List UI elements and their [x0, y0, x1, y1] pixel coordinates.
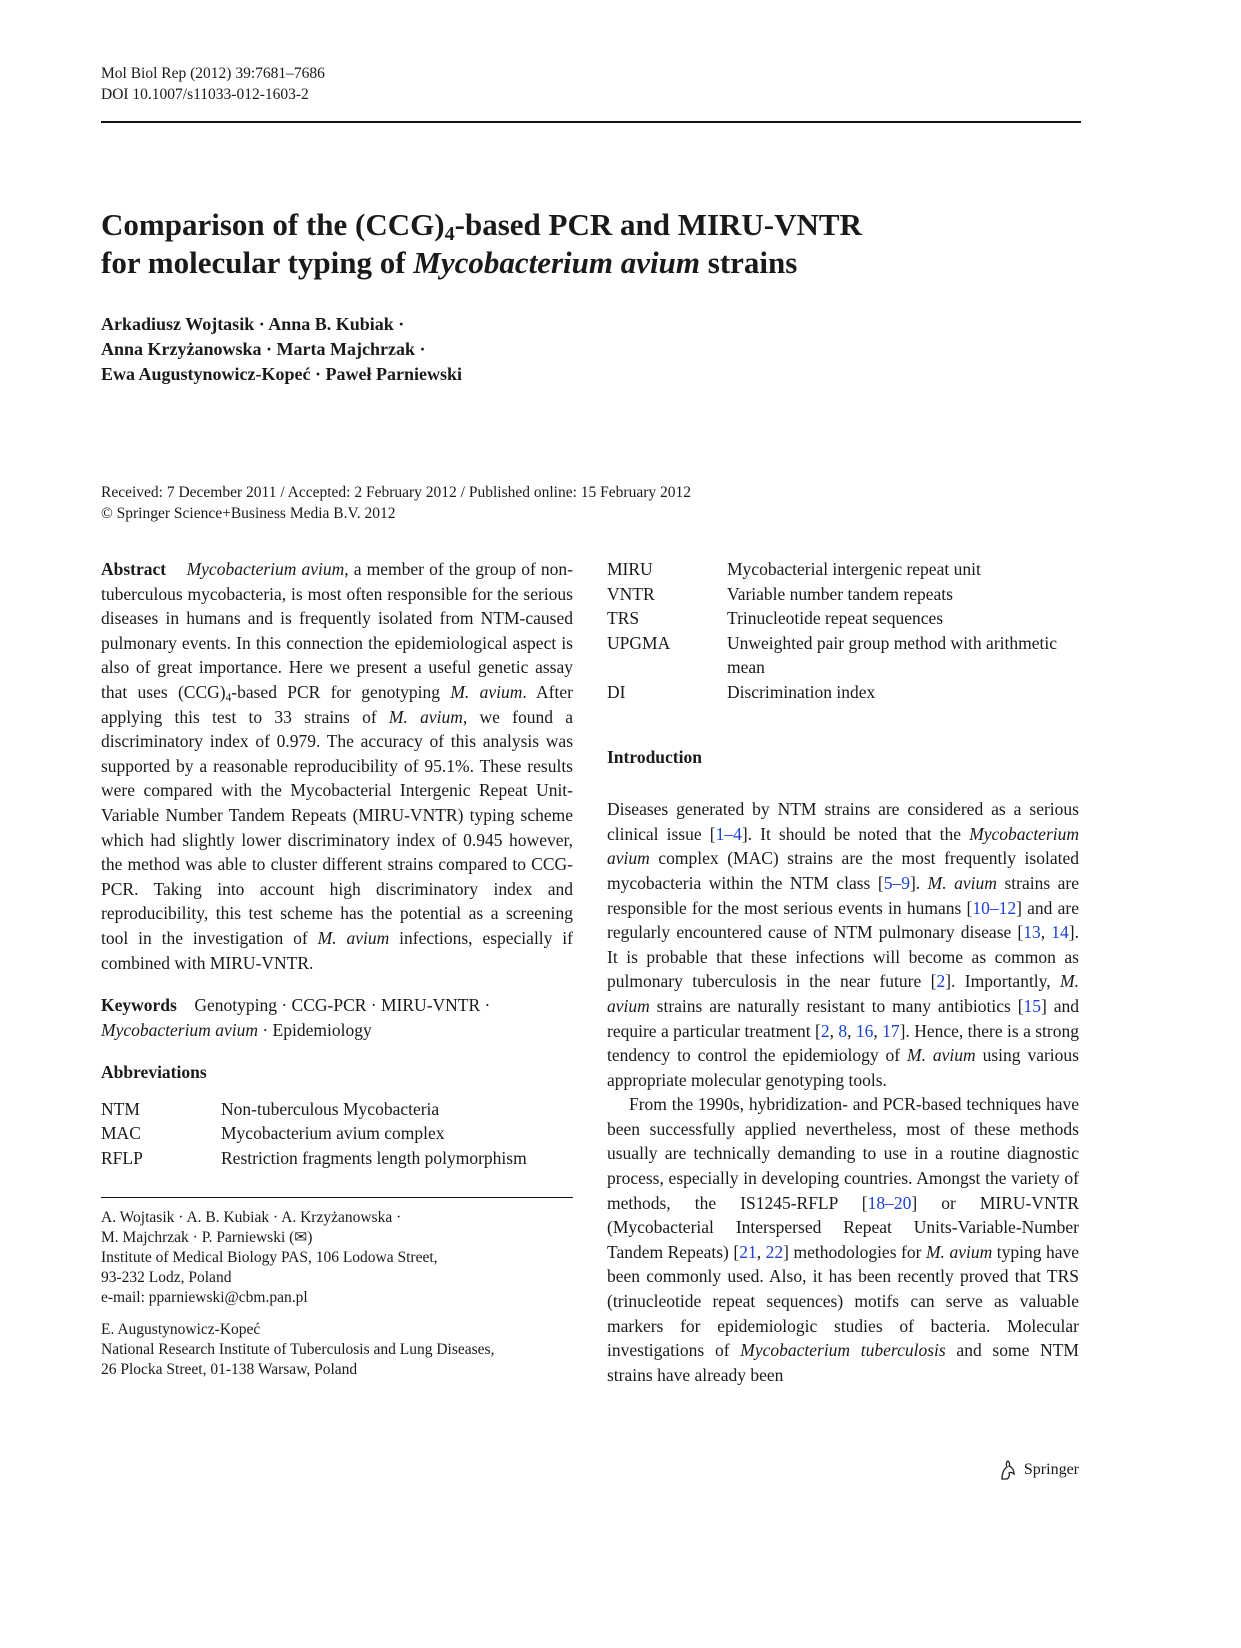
- citation-link[interactable]: 2: [820, 1020, 830, 1041]
- citation-link[interactable]: 13: [1023, 922, 1041, 943]
- footnote-rule: [101, 1197, 573, 1198]
- citation-link[interactable]: 1–4: [715, 823, 742, 844]
- citation-link[interactable]: 15: [1023, 995, 1042, 1016]
- publication-dates: [101, 482, 691, 524]
- springer-horse-icon: [998, 1459, 1018, 1481]
- doi[interactable]: DOI 10.1007/s11033-012-1603-2: [101, 86, 309, 103]
- citation-link[interactable]: 2: [936, 971, 946, 992]
- title-line-2: for molecular typing of Mycobacterium avium strains: [101, 245, 798, 280]
- abbreviations-heading: Abbreviations: [101, 1062, 207, 1083]
- citation-link[interactable]: 10–12: [972, 897, 1017, 918]
- abbreviations-table: [101, 1097, 573, 1171]
- abbreviation-row: DI Discrimination index: [607, 681, 876, 702]
- introduction-paragraph-1: Diseases generated by NTM strains are considered as a serious clinical issue [1–4]. It should be noted that the Mycobacterium avium complex (MAC) strains are the most frequently isolated mycobacteria within the NTM class [5–9]. M. avium strains are responsible for the most serious events in humans [10–12] and are regularly encountered cause of NTM pulmonary disease [13, 14]. It is probable that these infections will become as common as pulmonary tuberculosis in the near future [2]. Importantly, M. avium strains are naturally resistant to many antibiotics [15] and require a particular treatment [2, 8, 16, 17]. Hence, there is a strong tendency to control the epidemiology of M. avium using various appropriate molecular genotyping tools.: [607, 799, 1080, 1090]
- abbreviation-row: TRS Trinucleotide repeat sequences: [607, 608, 944, 629]
- citation-link[interactable]: 17: [882, 1020, 900, 1041]
- author-line: Anna Krzyżanowska · Marta Majchrzak ·: [101, 339, 426, 359]
- abbreviation-row: MIRU Mycobacterial intergenic repeat unit: [607, 559, 981, 579]
- abbreviation-row: NTM Non-tuberculous Mycobacteria: [101, 1098, 440, 1119]
- author-line: Ewa Augustynowicz-Kopeć · Paweł Parniewski: [101, 364, 462, 384]
- right-column: [607, 557, 1079, 1387]
- citation-link[interactable]: 14: [1051, 922, 1069, 943]
- copyright: © Springer Science+Business Media B.V. 2012: [101, 505, 396, 522]
- received-accepted-published: Received: 7 December 2011 / Accepted: 2 February 2012 / Published online: 15 February 2012: [101, 484, 692, 501]
- left-column: [101, 557, 573, 1380]
- abbreviation-row: UPGMA Unweighted pair group method with arithmetic mean: [607, 632, 1057, 678]
- header-rule: [101, 121, 1081, 123]
- introduction-paragraph-2: From the 1990s, hybridization- and PCR-based techniques have been successfully applied nevertheless, most of these methods usually are technically demanding to use in a routine diagnostic process, especially in developing countries. Amongst the variety of methods, the IS1245-RFLP [18–20] or MIRU-VNTR (Mycobacterial Interspersed Repeat Units-Variable-Number Tandem Repeats) [21, 22] methodologies for M. avium typing have been commonly used. Also, it has been recently proved that TRS (trinucleotide repeat sequences) motifs can serve as valuable markers for epidemiologic studies of bacteria. Molecular investigations of Mycobacterium tuberculosis and some NTM strains have already been: [607, 1094, 1080, 1385]
- introduction-heading: Introduction: [607, 746, 702, 767]
- abbreviation-row: RFLP Restriction fragments length polymorphism: [101, 1148, 527, 1169]
- title-line-1: Comparison of the $(CCG)_4$-based PCR and MIRU-VNTR: [101, 207, 862, 246]
- keywords: Keywords Genotyping · CCG-PCR · MIRU-VNTR · Mycobacterium avium · Epidemiology: [101, 995, 491, 1040]
- publisher-footer: [998, 1459, 1079, 1481]
- affiliation-footnote: A. Wojtasik · A. B. Kubiak · A. Krzyżanowska · M. Majchrzak · P. Parniewski (✉) Institute of Medical Biology PAS, 106 Lodowa Street, 93-232 Lodz, Poland e-mail: pparniewski@cbm.pan.pl E. Augustynowicz-Kopeć National Research Institute of Tuberculosis and Lung Diseases, 26 Plocka Street, 01-138 Warsaw, Poland: [101, 1208, 573, 1380]
- citation-link[interactable]: 8: [838, 1020, 848, 1041]
- abbreviation-row: VNTR Variable number tandem repeats: [607, 583, 953, 604]
- running-header: [101, 63, 325, 105]
- citation-link[interactable]: 5–9: [883, 872, 910, 893]
- publisher-name: Springer: [1023, 1461, 1079, 1478]
- citation-link[interactable]: 21: [739, 1241, 757, 1262]
- abbreviation-row: MAC Mycobacterium avium complex: [101, 1123, 445, 1144]
- citation-link[interactable]: 22: [765, 1241, 784, 1262]
- keywords-heading: Keywords: [101, 995, 177, 1016]
- citation-link[interactable]: 16: [855, 1020, 874, 1041]
- abstract-heading: Abstract: [101, 559, 167, 579]
- author-list: [101, 312, 462, 387]
- author-line: Arkadiusz Wojtasik · Anna B. Kubiak ·: [101, 314, 405, 334]
- journal-citation: Mol Biol Rep (2012) 39:7681–7686: [101, 65, 325, 82]
- email-link[interactable]: e-mail: pparniewski@cbm.pan.pl: [101, 1288, 308, 1306]
- abbreviations-table-continued: [607, 557, 1079, 705]
- paper-title: [101, 206, 1081, 282]
- abstract: Abstract Mycobacterium avium, a member of the group of non-tuberculous mycobacteria, is most often responsible for the serious diseases in humans and is frequently isolated from NTM-caused pulmonary events. In this connection the epidemiological aspect is also of great importance. Here we present a useful genetic assay that uses $(CCG)_4$-based PCR for genotyping M. avium. After applying this test to 33 strains of M. avium, we found a discriminatory index of 0.979. The accuracy of this analysis was supported by a reasonable reproducibility of 95.1%. These results were compared with the Mycobacterial Intergenic Repeat Unit-Variable Number Tandem Repeats (MIRU-VNTR) typing scheme which had slightly lower discriminatory index of 0.945 however, the method was able to cluster different strains compared to CCG-PCR. Taking into account high discriminatory index and reproducibility, this test scheme has the potential as a screening tool in the investigation of M. avium infections, especially if combined with MIRU-VNTR.: [101, 559, 573, 973]
- citation-link[interactable]: 18–20: [867, 1192, 912, 1213]
